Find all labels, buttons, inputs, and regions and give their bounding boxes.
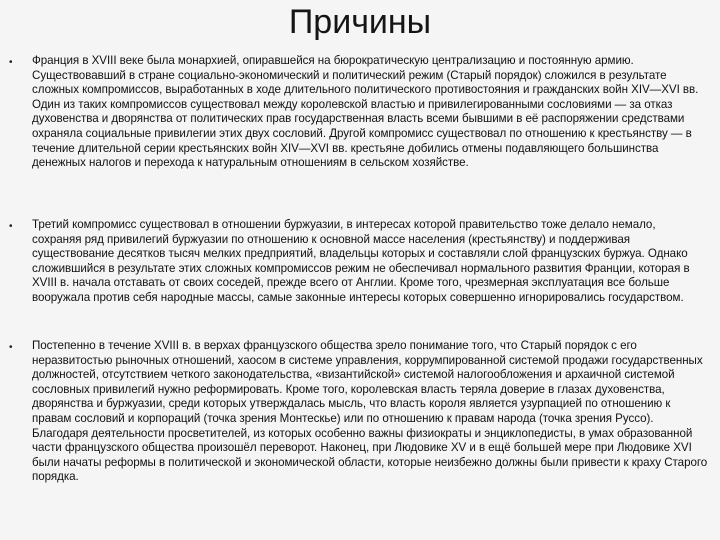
bullet-icon: • xyxy=(9,342,13,353)
paragraph-text: Франция в XVIII веке была монархией, опиравшейся на бюрократическую централизацию и постоянную армию. Существовавший в стране социально-экономический и политический режим (Старый порядок) сложился в результате сложных компромиссов, выработанных в ходе длительного политического противостояния и гражданских войн XIV—XVI вв. Один из таких компромиссов существовал между королевской властью и привилегированными сословиями — за отказ духовенства и дворянства от политических прав государственная власть всеми бывшими в её распоряжении средствами охраняла социальные привилегии этих двух сословий. Другой компромисс существовал по отношению к крестьянству — в течение длительной серии крестьянских войн XIV—XVI вв. крестьяне добились отмены подавляющего большинства денежных налогов и перехода к натуральным отношениям в сельском хозяйстве. xyxy=(32,54,699,170)
paragraph-text: Постепенно в течение XVIII в. в верхах французского общества зрело понимание того, что Старый порядок с его неразвитостью рыночных отношений, хаосом в системе управления, коррумпированной системой продажи государственных должностей, отсутствием четкого законодательства, «византийской» системой налогообложения и архаичной системой сословных привилегий нужно реформировать. Кроме того, королевская власть теряла доверие в глазах духовенства, дворянства и буржуазии, среди которых утверждалась мысль, что власть короля является узурпацией по отношению к правам сословий и корпораций (точка зрения Монтескье) или по отношению к правам народа (точка зрения Руссо). Благодаря деятельности просветителей, из которых особенно важны физиократы и энциклопедисты, в умах образованной части французского общества произошёл переворот. Наконец, при Людовике XV и в ещё большей мере при Людовике XVI были начаты реформы в политической и экономической области, которые неизбежно должны были привести к краху Старого порядка. xyxy=(32,339,708,484)
bullet-icon: • xyxy=(9,221,13,232)
paragraph-text: Третий компромисс существовал в отношении буржуазии, в интересах которой правительство тоже делало немало, сохраняя ряд привилегий буржуазии по отношению к основной массе населения (крестьянству) и поддерживая существование десятков тысяч мелких предприятий, владельцы которых и составляли слой французских буржуа. Однако сложившийся в результате этих сложных компромиссов режим не обеспечивал нормального развития Франции, которая в XVIII в. начала отставать от своих соседей, прежде всего от Англии. Кроме того, чрезмерная эксплуатация все больше вооружала против себя народные массы, самые законные интересы которых совершенно игнорировались государством. xyxy=(32,218,690,304)
bullet-icon: • xyxy=(9,57,13,68)
slide-title: Причины xyxy=(288,3,432,41)
